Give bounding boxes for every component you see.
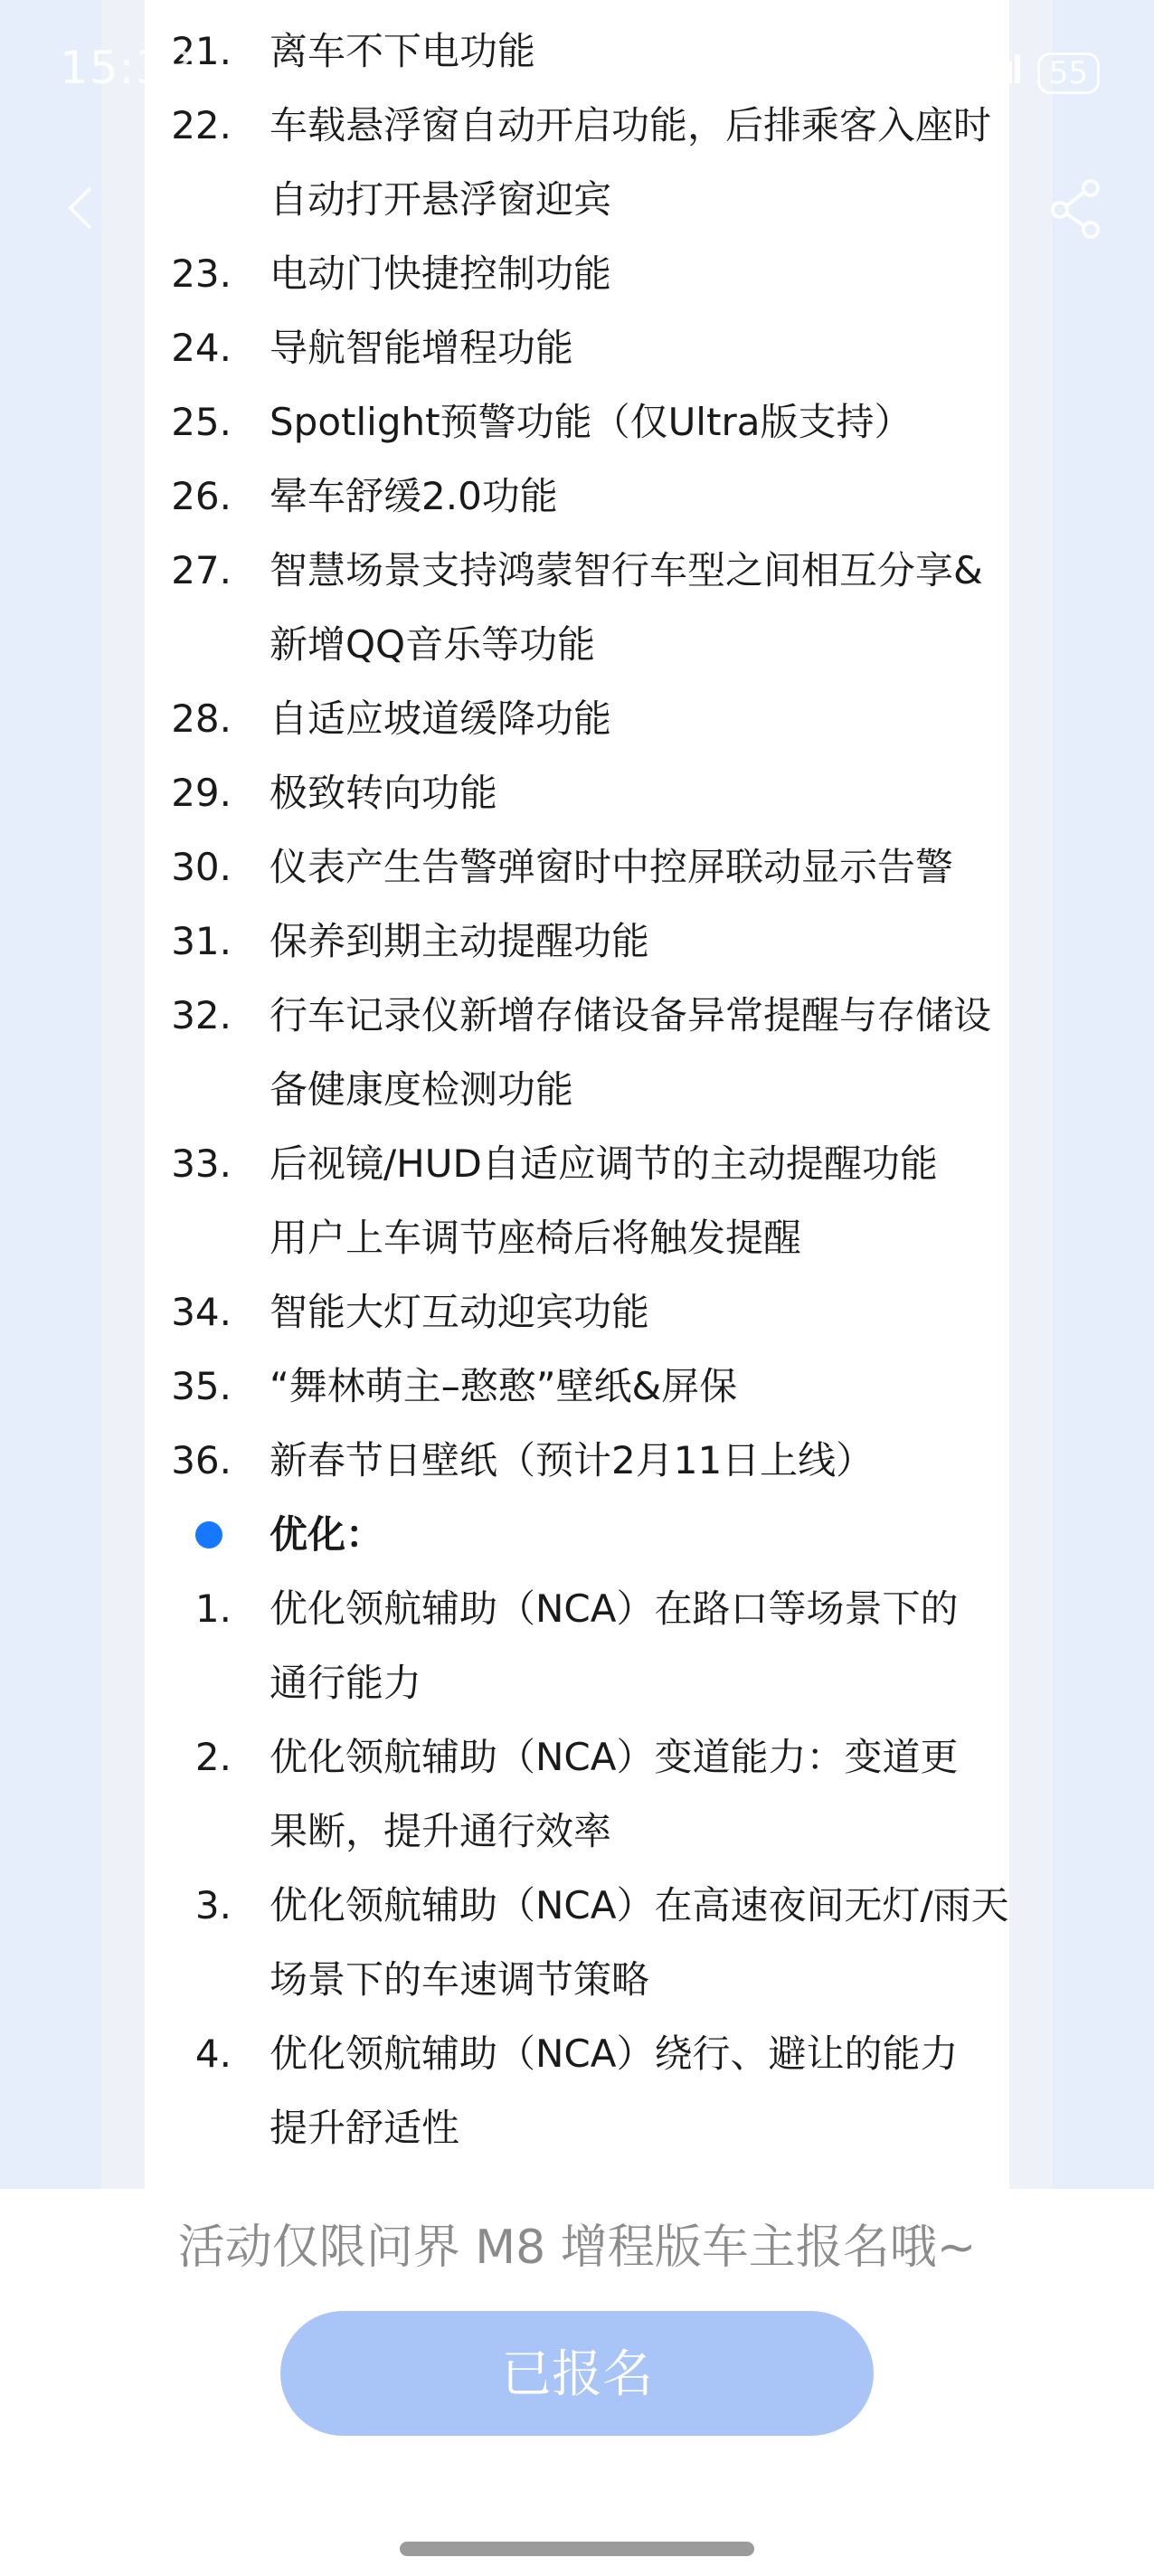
share-icon[interactable] [1047,177,1105,244]
battery-level: 55 [1037,52,1100,94]
item-text: 极致转向功能 [270,771,498,815]
item-text: 优化领航辅助（NCA）变道能力：变道更 [270,1735,959,1779]
signup-restriction-notice: 活动仅限问界 M8 增程版车主报名哦~ [177,2221,977,2275]
item-number: 34. [171,1290,232,1334]
item-text: 优化领航辅助（NCA）绕行、避让的能力 [270,2031,959,2076]
item-text: 通行能力 [270,1661,422,1705]
item-text: 新增QQ音乐等功能 [270,622,596,667]
item-text: Spotlight预警功能（仅Ultra版支持） [270,400,913,444]
item-number: 24. [171,326,232,370]
bullet-dot-icon [195,1521,222,1548]
item-number: 3. [194,1883,232,1927]
item-text: 电动门快捷控制功能 [270,251,612,296]
item-text: 智慧场景支持鸿蒙智行车型之间相互分享& [270,548,983,592]
item-number: 32. [171,993,232,1037]
item-number: 21. [171,29,232,73]
item-number: 26. [171,474,232,518]
item-number: 1. [194,1586,232,1631]
item-text: 优化领航辅助（NCA）在高速夜间无灯/雨天 [270,1883,1009,1927]
item-number: 2. [194,1735,232,1779]
item-text: 车载悬浮窗自动开启功能，后排乘客入座时 [270,103,992,147]
item-text: 备健康度检测功能 [270,1067,574,1112]
item-number: 25. [171,400,232,444]
item-text: 果断，提升通行效率 [270,1809,612,1853]
signed-up-button[interactable]: 已报名 [280,2311,874,2436]
item-text: 提升舒适性 [270,2106,460,2150]
home-indicator[interactable] [400,2542,754,2556]
item-text: 晕车舒缓2.0功能 [270,474,558,518]
item-text: 智能大灯互动迎宾功能 [270,1290,650,1334]
item-number: 23. [171,251,232,296]
signal-label-2: 5A [945,61,972,84]
item-number: 36. [171,1438,232,1482]
item-number: 4. [194,2031,232,2076]
item-number: 29. [171,771,232,815]
status-time: 15:33 [60,42,195,94]
item-text: “舞林萌主–憨憨”壁纸&屏保 [270,1364,738,1408]
item-number: 35. [171,1364,232,1408]
item-text: 仪表产生告警弹窗时中控屏联动显示告警 [270,845,954,889]
item-number: 22. [171,103,232,147]
signal-label-1: 5A [854,61,881,84]
item-number: 28. [171,696,232,741]
heading-text: 优化： [270,1512,384,1557]
item-text: 导航智能增程功能 [270,326,574,370]
back-arrow-icon[interactable] [54,181,109,239]
item-text: 场景下的车速调节策略 [270,1957,650,2002]
item-text: 离车不下电功能 [270,29,536,73]
item-text: 后视镜/HUD自适应调节的主动提醒功能 [270,1141,938,1186]
item-text: 新春节日壁纸（预计2月11日上线） [270,1438,875,1482]
item-text: 行车记录仪新增存储设备异常提醒与存储设 [270,993,992,1037]
item-number: 33. [171,1141,232,1186]
item-number: 31. [171,919,232,963]
item-text: 自适应坡道缓降功能 [270,696,612,741]
item-text: 用户上车调节座椅后将触发提醒 [270,1216,802,1260]
item-number: 30. [171,845,232,889]
item-text: 保养到期主动提醒功能 [270,919,650,963]
item-number: 27. [171,548,232,592]
item-text: 优化领航辅助（NCA）在路口等场景下的 [270,1586,959,1631]
item-text: 自动打开悬浮窗迎宾 [270,177,612,222]
